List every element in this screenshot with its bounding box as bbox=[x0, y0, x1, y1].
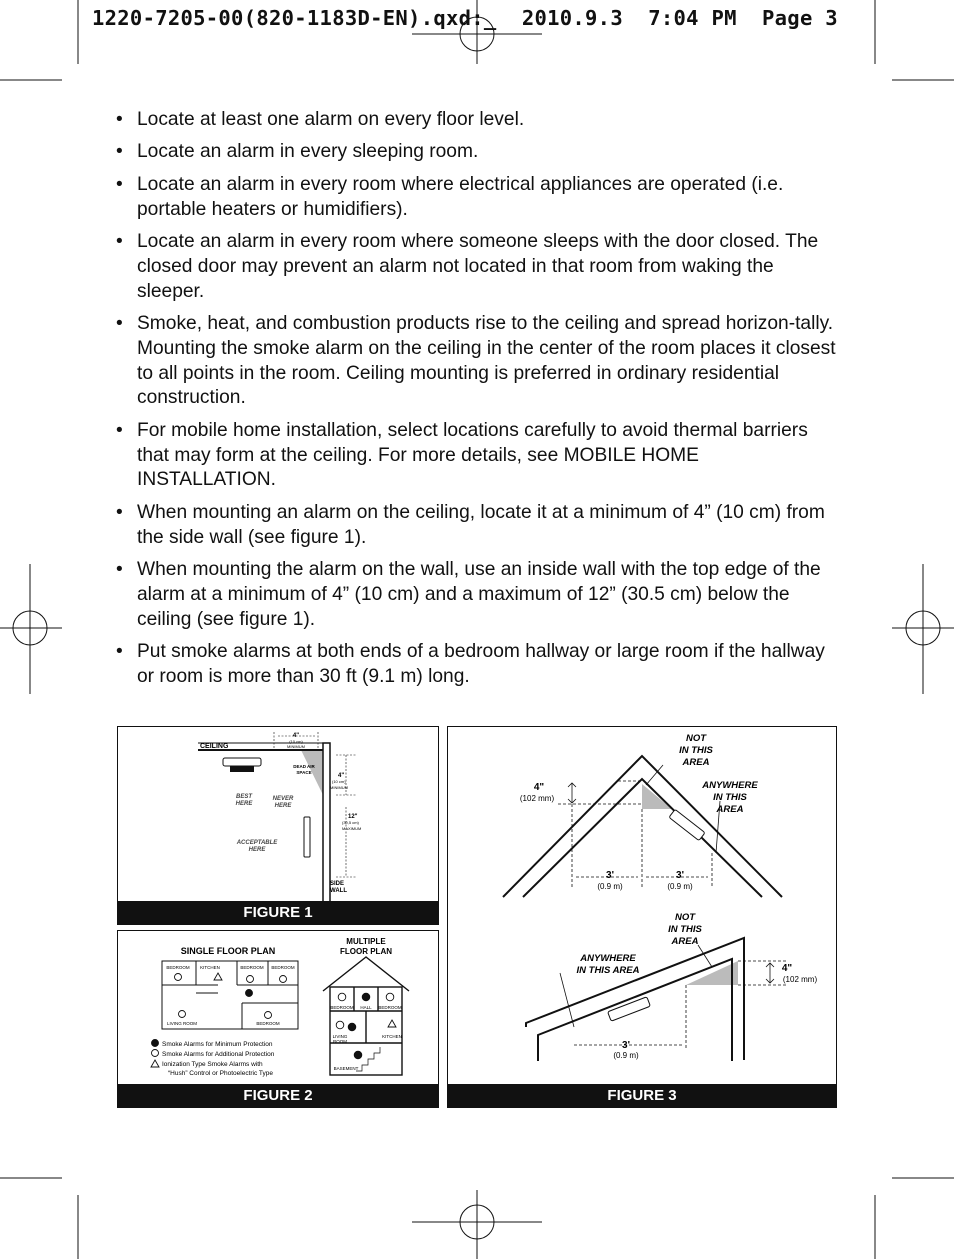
diagram-label: 3' bbox=[606, 870, 614, 881]
file-slug: 1220-7205-00(820-1183D-EN).qxd:_ 2010.9.3 7:04 PM Page 3 bbox=[92, 6, 838, 30]
diagram-label: NEVER bbox=[272, 796, 294, 802]
bullet-item: • When mounting an alarm on the ceiling, locate it at a minimum of 4” (10 cm) from the side wall (see figure 1). bbox=[116, 501, 842, 551]
diagram-label: BEDROOM bbox=[240, 965, 264, 970]
diagram-label: BASEMENT bbox=[333, 1066, 359, 1071]
diagram-label: 4" bbox=[781, 963, 793, 974]
diagram-label: BEDROOM bbox=[271, 965, 295, 970]
diagram-label: BEDROOM bbox=[378, 1005, 402, 1010]
diagram-label: SINGLE FLOOR PLAN bbox=[180, 946, 276, 956]
diagram-label: HERE bbox=[235, 801, 253, 807]
diagram-label: DEAD AIR bbox=[293, 764, 315, 769]
diagram-label: (30,5 cm) bbox=[342, 820, 359, 825]
bullet-item: • Locate an alarm in every sleeping room. bbox=[116, 140, 842, 165]
diagram-label: LIVING bbox=[332, 1034, 348, 1039]
diagram-label: AREA bbox=[682, 757, 710, 768]
diagram-label: SPACE bbox=[296, 770, 312, 775]
diagram-label: AREA bbox=[671, 936, 699, 947]
diagram-label: HERE bbox=[248, 847, 266, 853]
diagram-label: SIDE bbox=[330, 881, 345, 887]
diagram-label: KITCHEN bbox=[382, 1034, 402, 1039]
diagram-label: IN THIS AREA bbox=[576, 965, 640, 976]
diagram-label: (0.9 m) bbox=[667, 882, 693, 891]
diagram-label: ACCEPTABLE bbox=[236, 840, 278, 846]
diagram-label: HALL bbox=[360, 1005, 372, 1010]
diagram-label: Smoke Alarms for Additional Protection bbox=[162, 1051, 275, 1058]
diagram-label: WALL bbox=[330, 888, 347, 894]
bullet-item: • Put smoke alarms at both ends of a bedroom hallway or large room if the hallway or room is more than 30 ft (9.1 m) long. bbox=[116, 640, 842, 690]
diagram-label: LIVING ROOM bbox=[166, 1021, 198, 1026]
diagram-label: (0.9 m) bbox=[597, 882, 623, 891]
figure-2-caption: FIGURE 2 bbox=[118, 1084, 438, 1107]
diagram-label: Ionization Type Smoke Alarms with bbox=[162, 1061, 263, 1068]
diagram-label: MINIMUM bbox=[330, 785, 348, 790]
figure-1 bbox=[117, 726, 439, 925]
diagram-label: 4" bbox=[533, 782, 545, 793]
diagram-label: BEDROOM bbox=[256, 1021, 280, 1026]
diagram-label: (10 cm) bbox=[332, 779, 346, 784]
diagram-label: BEDROOM bbox=[166, 965, 190, 970]
figure-3 bbox=[447, 726, 837, 1108]
diagram-label: 4" bbox=[292, 733, 300, 739]
diagram-label: HERE bbox=[274, 803, 292, 809]
diagram-label: KITCHEN bbox=[200, 965, 220, 970]
diagram-label: FLOOR PLAN bbox=[340, 947, 392, 956]
diagram-label: (102 mm) bbox=[782, 975, 818, 984]
diagram-label: 4" bbox=[338, 773, 345, 779]
diagram-label: ANYWHERE bbox=[580, 953, 636, 964]
ceiling-label: CEILING bbox=[200, 743, 229, 750]
figure-3-caption: FIGURE 3 bbox=[448, 1084, 836, 1107]
diagram-label: BEDROOM bbox=[330, 1005, 354, 1010]
diagram-label: (102 mm) bbox=[519, 794, 555, 803]
diagram-label: IN THIS bbox=[668, 924, 702, 935]
diagram-label: 12" bbox=[348, 814, 358, 820]
diagram-label: NOT bbox=[674, 912, 696, 923]
diagram-label: ROOM bbox=[333, 1039, 347, 1044]
diagram-label: (10 cm) bbox=[289, 739, 303, 744]
diagram-label: Smoke Alarms for Minimum Protection bbox=[162, 1041, 273, 1048]
figure-1-caption: FIGURE 1 bbox=[118, 901, 438, 924]
bullet-item: • Locate an alarm in every room where electrical appliances are operated (i.e. portable heaters or humidifiers). bbox=[116, 173, 842, 223]
placement-guidelines-list bbox=[116, 108, 842, 697]
figure-1-diagram bbox=[118, 727, 438, 901]
bullet-item: • Locate at least one alarm on every floor level. bbox=[116, 108, 842, 133]
diagram-label: “Hush” Control or Photoelectric Type bbox=[168, 1070, 274, 1077]
figure-3-peaked-ceiling-diagram bbox=[448, 727, 836, 1085]
diagram-label: MAXIMUM bbox=[342, 826, 362, 831]
diagram-label: (0.9 m) bbox=[613, 1051, 639, 1060]
diagram-label: AREA bbox=[716, 804, 744, 815]
diagram-label: IN THIS bbox=[679, 745, 713, 756]
bullet-item: • For mobile home installation, select locations carefully to avoid thermal barriers that may form at the ceiling. For more details, see MOBILE HOME INSTALLATION. bbox=[116, 419, 842, 493]
diagram-label: 3' bbox=[676, 870, 684, 881]
diagram-label: IN THIS bbox=[713, 792, 747, 803]
bullet-item: • Locate an alarm in every room where someone sleeps with the door closed. The closed door may prevent an alarm not located in that room from waking the sleeper. bbox=[116, 230, 842, 304]
diagram-label: MULTIPLE bbox=[346, 937, 386, 946]
diagram-label: MINIMUM bbox=[287, 744, 305, 749]
bullet-item: • When mounting the alarm on the wall, use an inside wall with the top edge of the alarm at a minimum of 4” (10 cm) and a maximum of 12” (30.5 cm) below the ceiling (see figure 1). bbox=[116, 558, 842, 632]
figure-2 bbox=[117, 930, 439, 1108]
diagram-label: NOT bbox=[685, 733, 707, 744]
diagram-label: ANYWHERE bbox=[702, 780, 758, 791]
diagram-label: 3' bbox=[622, 1040, 630, 1051]
figure-2-floor-plans bbox=[118, 931, 438, 1085]
bullet-item: • Smoke, heat, and combustion products rise to the ceiling and spread horizon-tally. Mounting the smoke alarm on the ceiling in the center of the room places it closest to all points in the room. Ceiling mounting is preferred in ordinary residential construction. bbox=[116, 312, 842, 411]
diagram-label: BEST bbox=[235, 794, 253, 800]
